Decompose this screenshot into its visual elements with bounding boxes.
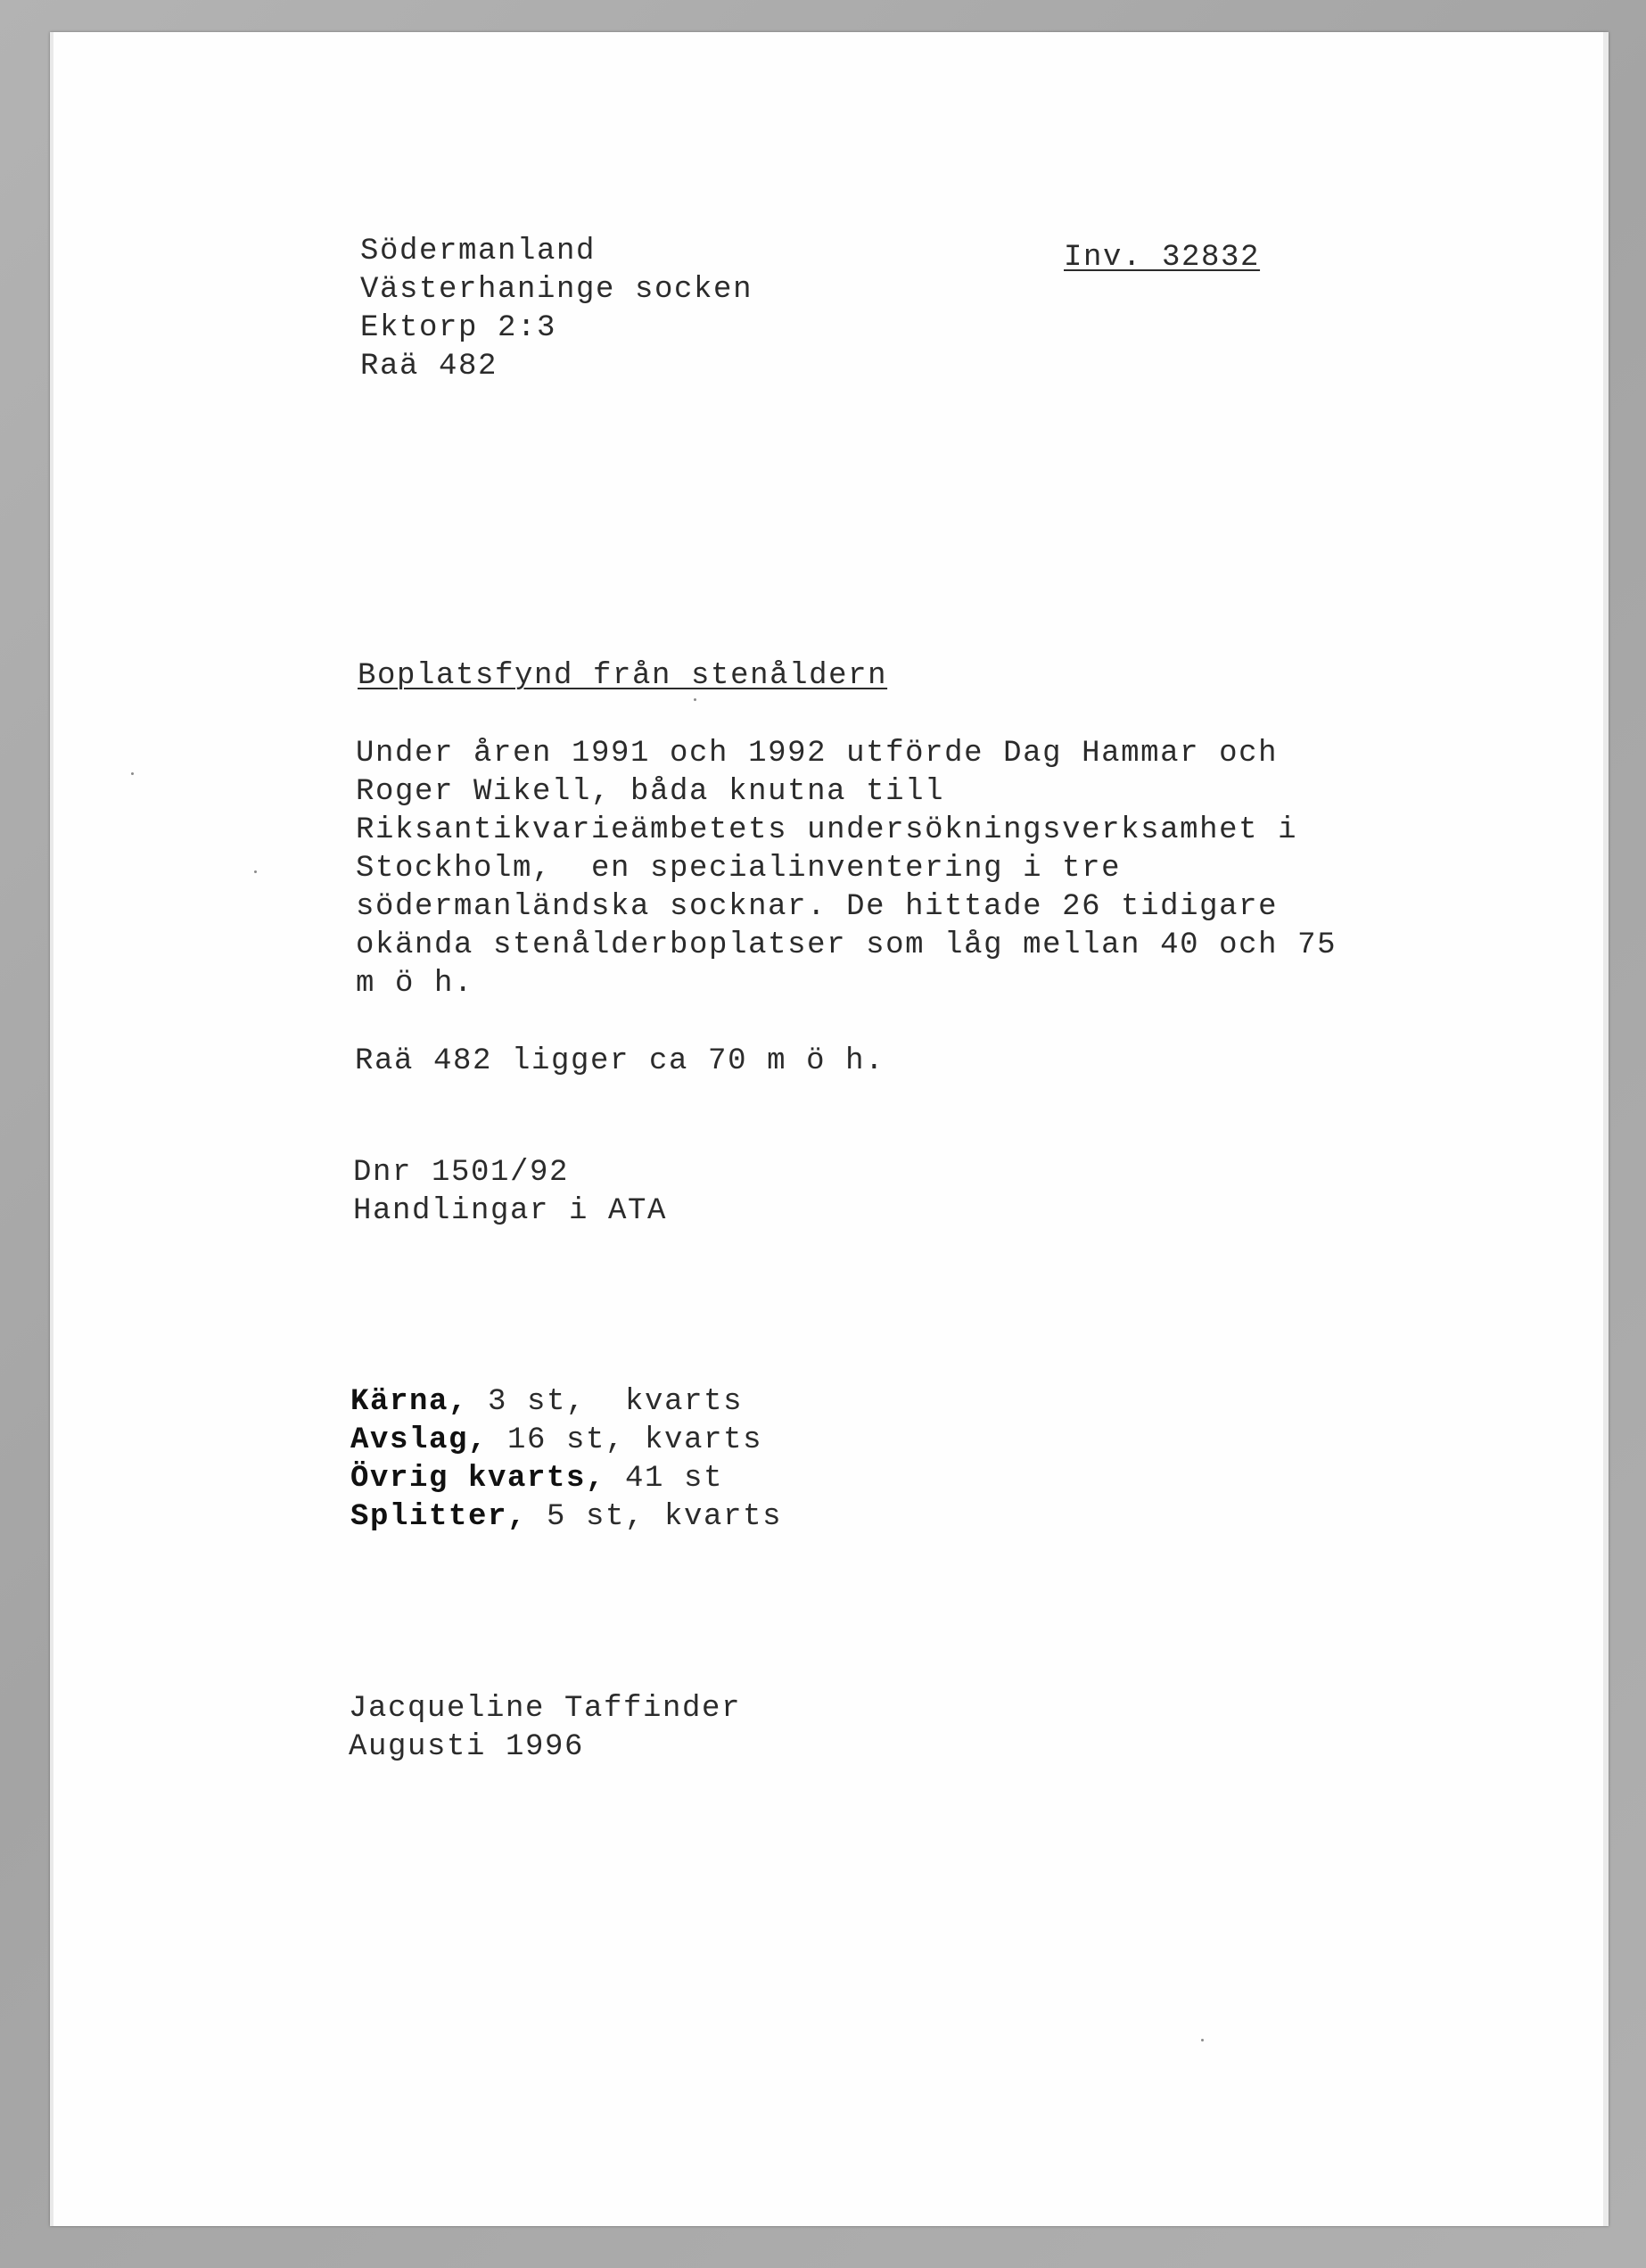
author-date: Augusti 1996 <box>349 1730 585 1764</box>
paragraph-line: okända stenålderboplatser som låg mellan 40 och 75 <box>356 928 1337 962</box>
find-detail: 41 st <box>605 1462 724 1496</box>
find-detail: 16 st, kvarts <box>488 1423 763 1457</box>
find-item <box>350 1498 782 1537</box>
find-label: Kärna, <box>350 1385 469 1419</box>
location-property: Ektorp 2:3 <box>360 311 557 345</box>
paragraph-line: Stockholm, en specialinventering i tre <box>356 852 1122 886</box>
author-name: Jacqueline Taffinder <box>349 1692 742 1726</box>
paragraph-line: Riksantikvarieämbetets undersökningsverksamhet i <box>356 813 1298 847</box>
document-title: Boplatsfynd från stenåldern <box>358 659 888 693</box>
paragraph-line: södermanländska socknar. De hittade 26 tidigare <box>356 890 1279 924</box>
body-paragraph <box>356 735 1337 1003</box>
document-page <box>50 32 1609 2226</box>
find-detail: 3 st, kvarts <box>468 1385 744 1419</box>
paragraph-line: Under åren 1991 och 1992 utförde Dag Hammar och <box>356 737 1279 771</box>
location-block <box>360 233 753 386</box>
scan-speck <box>1201 2039 1204 2041</box>
scan-speck <box>131 772 134 775</box>
find-item <box>350 1383 782 1422</box>
location-raa: Raä 482 <box>360 350 498 383</box>
archive-note: Handlingar i ATA <box>353 1194 668 1228</box>
find-item <box>350 1460 782 1498</box>
scan-speck <box>694 698 696 701</box>
finds-list <box>350 1383 782 1537</box>
find-label: Övrig kvarts, <box>350 1462 606 1496</box>
find-detail: 5 st, kvarts <box>527 1500 783 1534</box>
location-parish: Västerhaninge socken <box>360 273 753 307</box>
find-item <box>350 1422 782 1460</box>
paragraph-line: Roger Wikell, båda knutna till <box>356 775 945 809</box>
elevation-note: Raä 482 ligger ca 70 m ö h. <box>355 1044 885 1078</box>
location-province: Södermanland <box>360 235 597 268</box>
reference-block <box>353 1154 667 1231</box>
paragraph-line: m ö h. <box>356 967 474 1001</box>
find-label: Splitter, <box>350 1500 528 1534</box>
dnr-number: Dnr 1501/92 <box>353 1156 570 1190</box>
signature-block <box>349 1690 741 1767</box>
page-right-edge <box>1603 32 1609 2226</box>
inventory-number: Inv. 32832 <box>1064 241 1261 275</box>
scan-speck <box>254 870 257 873</box>
page-left-edge <box>50 32 53 2226</box>
find-label: Avslag, <box>350 1423 489 1457</box>
